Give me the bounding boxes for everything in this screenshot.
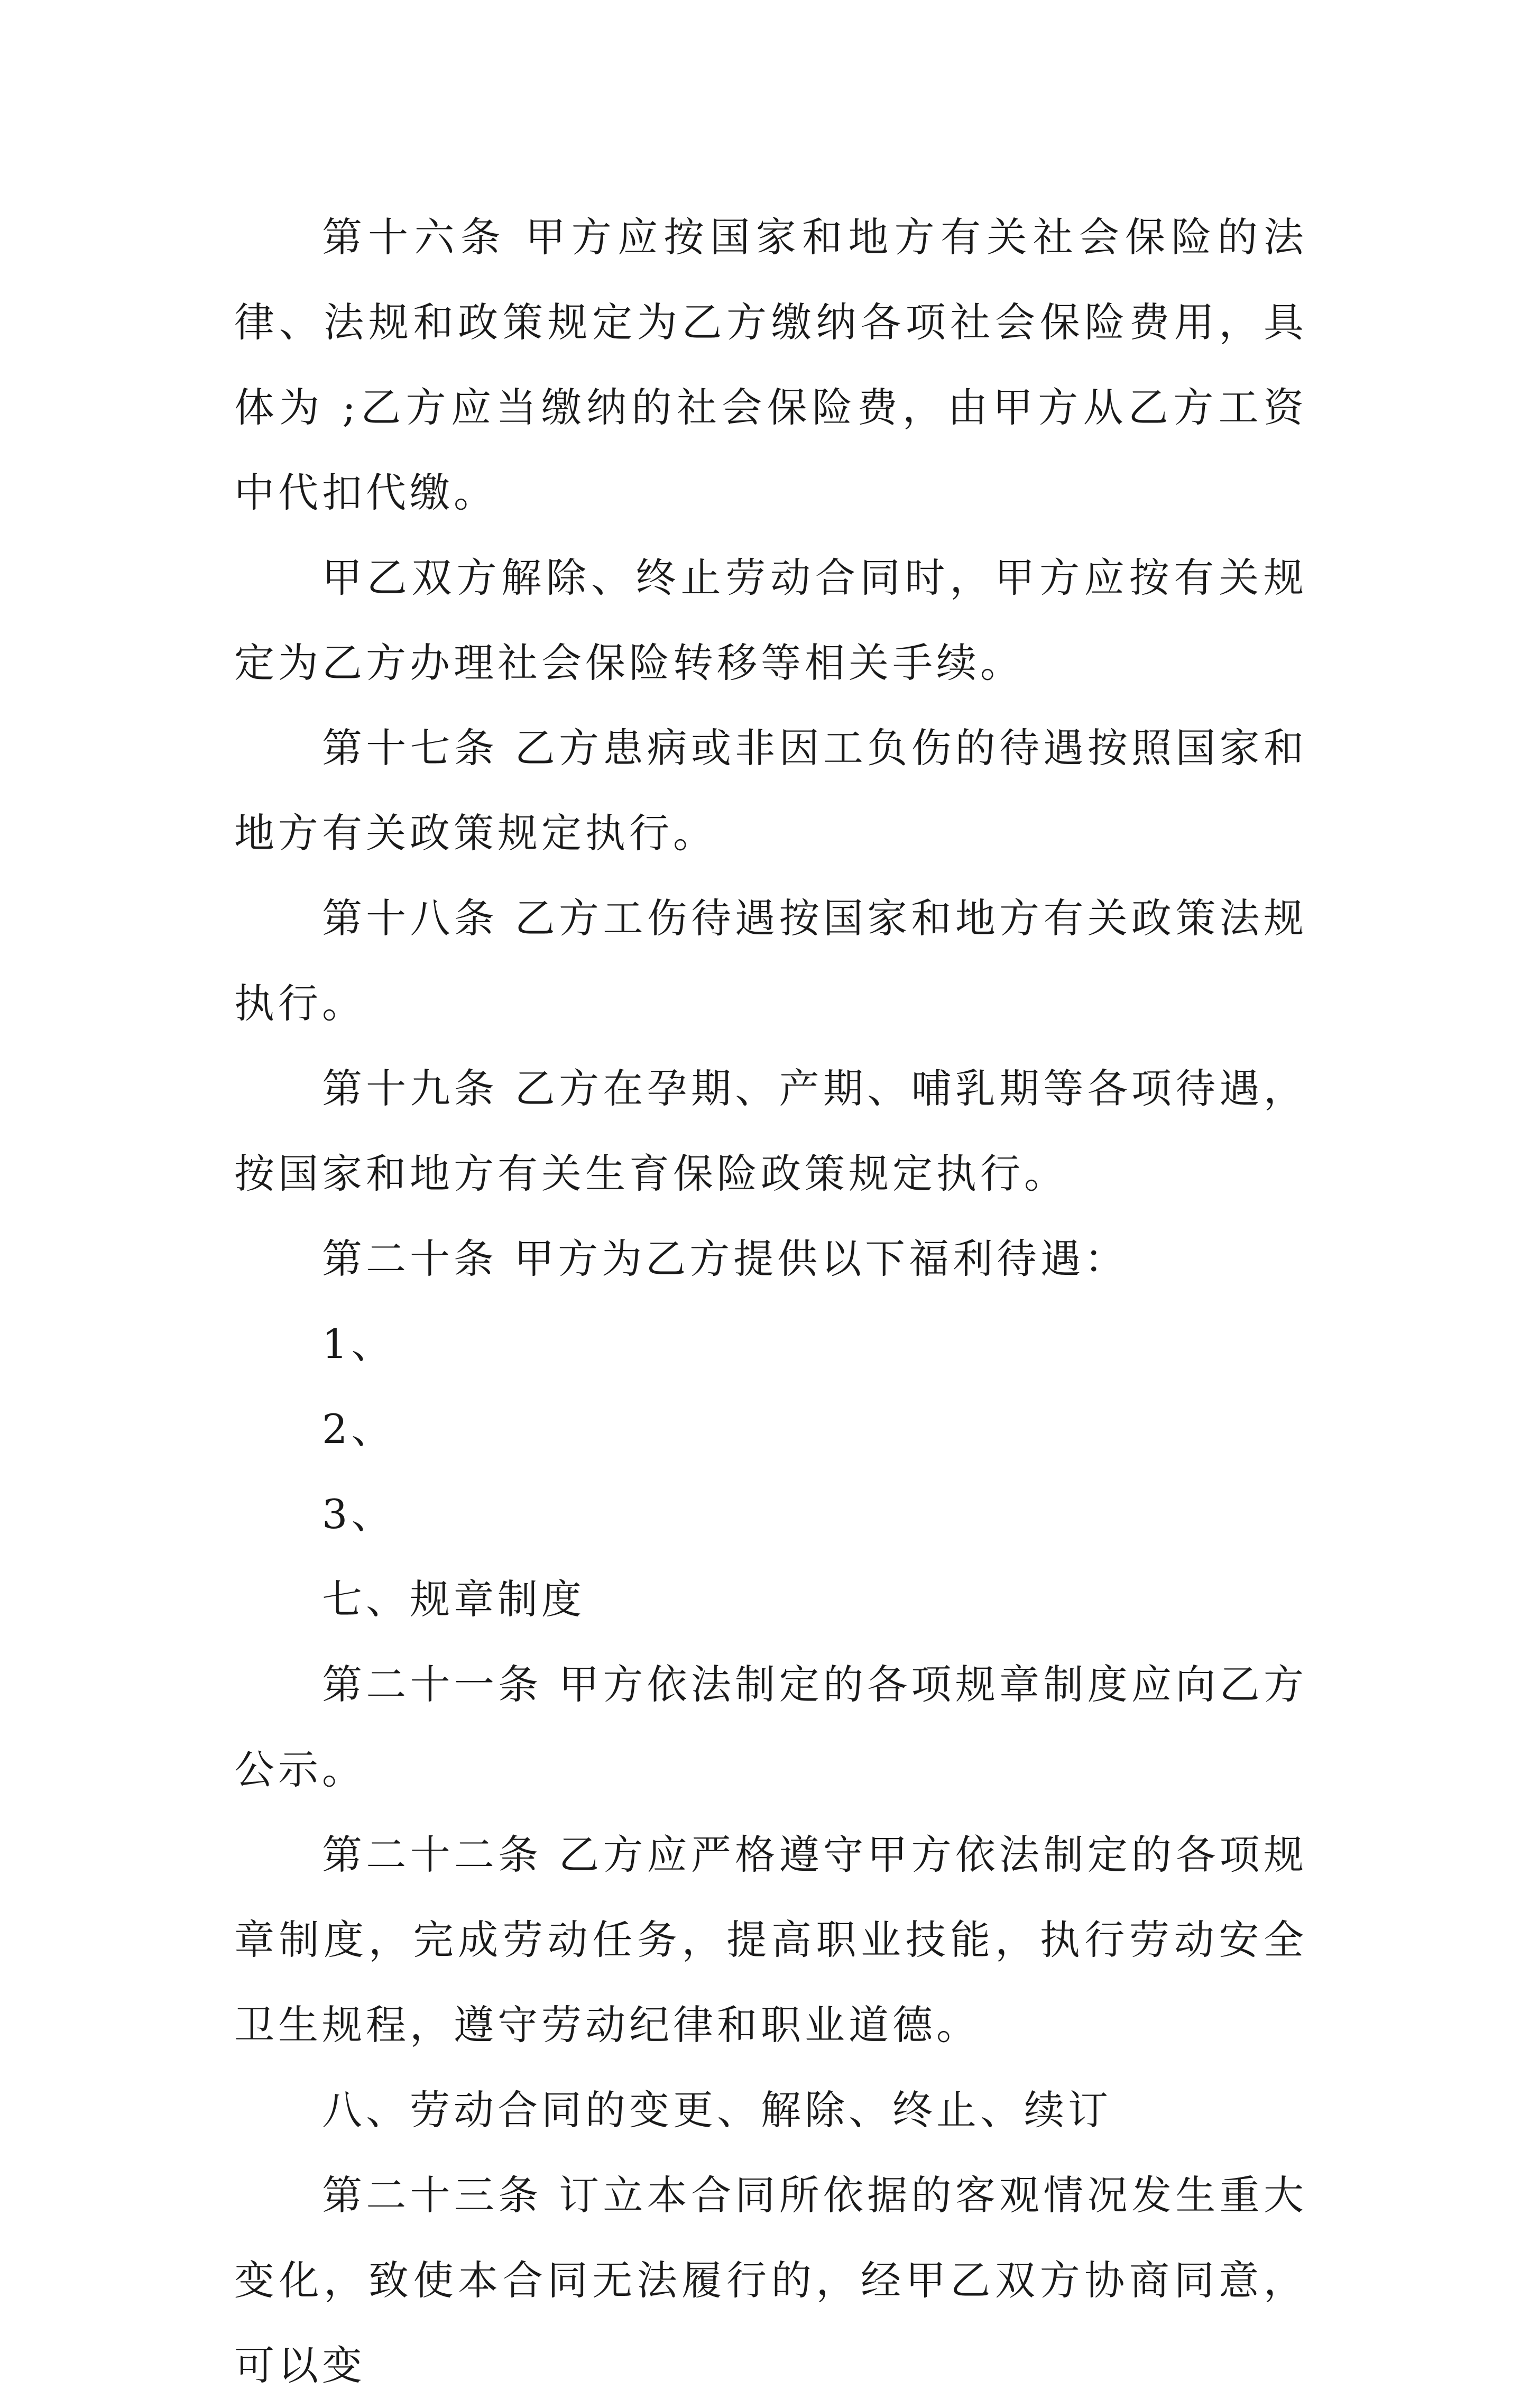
- social-insurance-transfer-paragraph: 甲乙双方解除、终止劳动合同时，甲方应按有关规定为乙方办理社会保险转移等相关手续。: [234, 554, 1307, 686]
- article-20-paragraph: 第二十条 甲方为乙方提供以下福利待遇：: [322, 1235, 1129, 1282]
- benefit-item-2: 2、: [322, 1405, 395, 1453]
- article-21-paragraph: 第二十一条 甲方依法制定的各项规章制度应向乙方公示。: [234, 1661, 1307, 1793]
- benefit-item-3: 3、: [322, 1491, 395, 1538]
- article-17-paragraph: 第十七条 乙方患病或非因工负伤的待遇按照国家和地方有关政策规定执行。: [234, 724, 1307, 857]
- section-8-heading: 八、劳动合同的变更、解除、终止、续订: [322, 2087, 1112, 2134]
- benefit-item-1: 1、: [322, 1320, 395, 1367]
- article-16-paragraph: 第十六条 甲方应按国家和地方有关社会保险的法律、法规和政策规定为乙方缴纳各项社会保险费用，具体为 ;乙方应当缴纳的社会保险费，由甲方从乙方工资中代扣代缴。: [234, 214, 1307, 516]
- article-18-paragraph: 第十八条 乙方工伤待遇按国家和地方有关政策法规执行。: [234, 895, 1307, 1027]
- article-23-paragraph: 第二十三条 订立本合同所依据的客观情况发生重大变化，致使本合同无法履行的，经甲乙双方协商同意，可以变: [234, 2172, 1307, 2389]
- article-19-paragraph: 第十九条 乙方在孕期、产期、哺乳期等各项待遇，按国家和地方有关生育保险政策规定执行。: [234, 1065, 1307, 1197]
- article-22-paragraph: 第二十二条 乙方应严格遵守甲方依法制定的各项规章制度，完成劳动任务，提高职业技能，执行劳动安全卫生规程，遵守劳动纪律和职业道德。: [234, 1831, 1307, 2048]
- document-body: [234, 195, 1307, 2408]
- section-7-heading: 七、规章制度: [322, 1576, 585, 1623]
